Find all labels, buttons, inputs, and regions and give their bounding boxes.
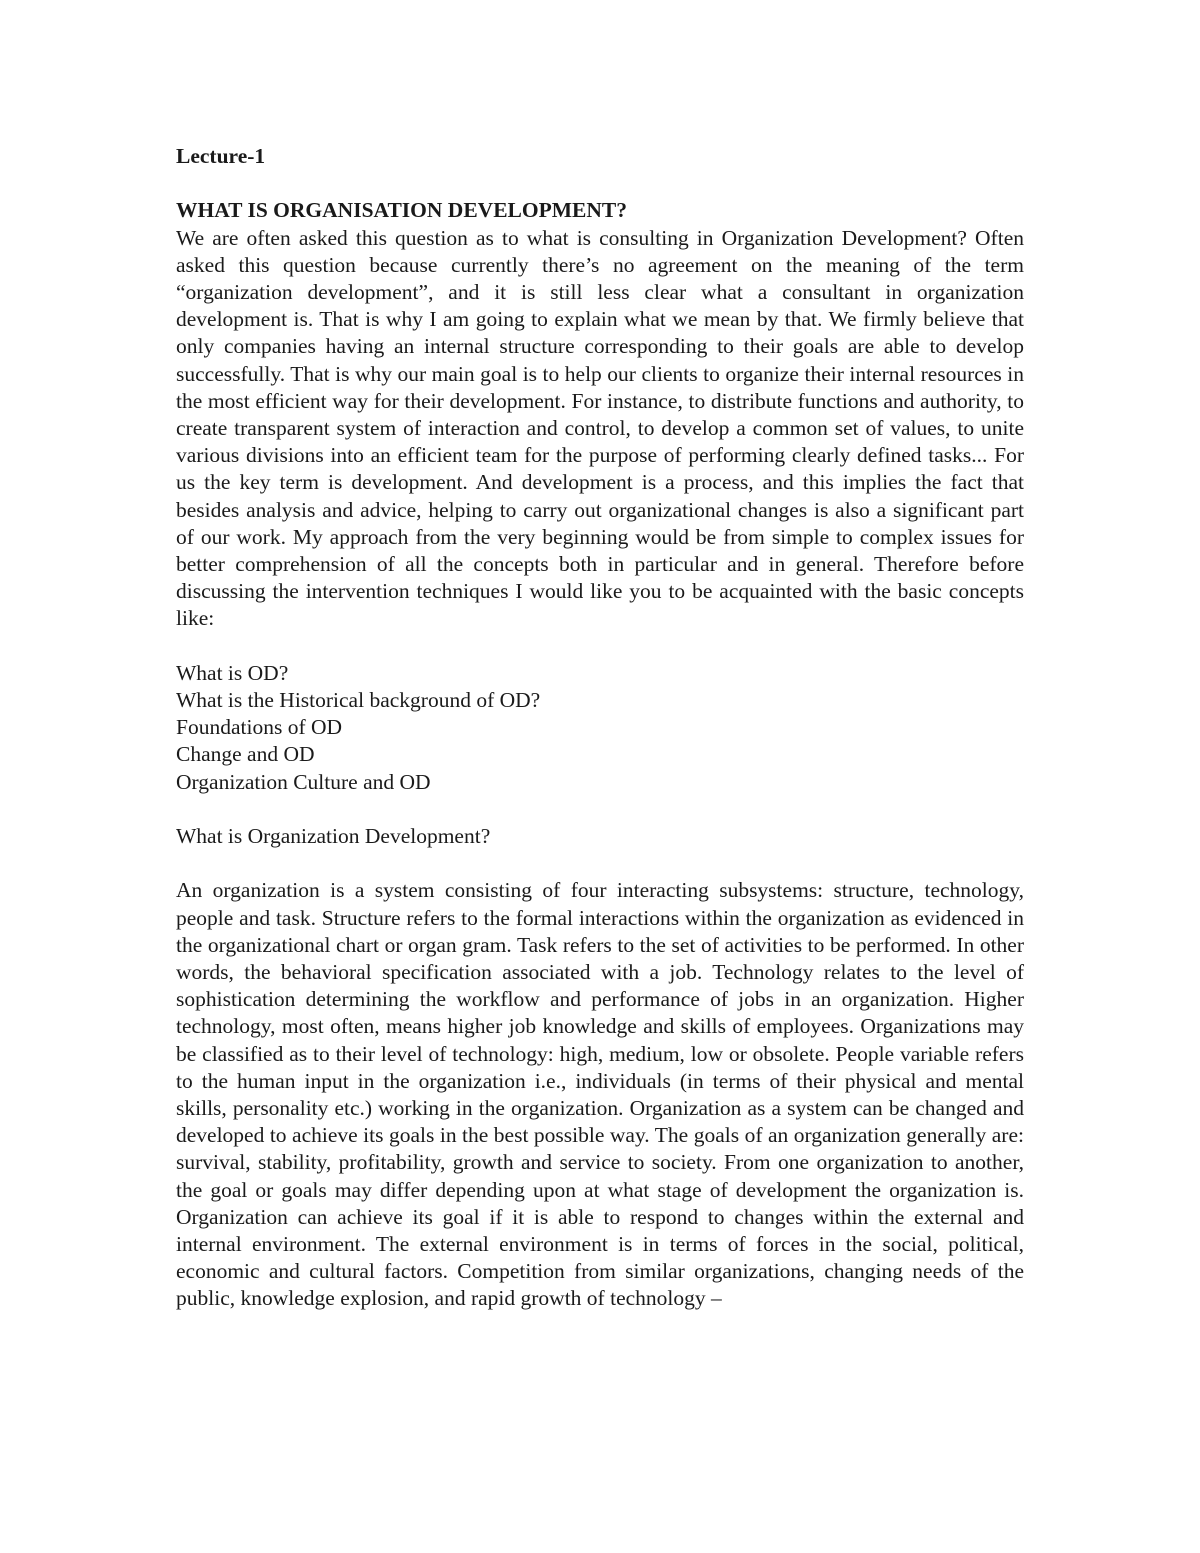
subheading: What is Organization Development? [176, 824, 491, 849]
topic-list [176, 660, 1024, 796]
topic-item: Change and OD [176, 742, 315, 767]
topic-item: Organization Culture and OD [176, 769, 431, 794]
intro-paragraph: We are often asked this question as to what is consulting in Organization Development? Often asked this question because currently there’s no agreement on the meaning of the term “organization development”, and it is still less clear what a consultant in organization development is. That is why I am going to explain what we mean by that. We firmly believe that only companies having an internal structure corresponding to their goals are able to develop successfully. That is why our main goal is to help our clients to organize their internal resources in the most efficient way for their development. For instance, to distribute functions and authority, to create transparent system of interaction and control, to develop a common set of values, to unite various divisions into an efficient team for the purpose of performing clearly defined tasks... For us the key term is development. And development is a process, and this implies the fact that besides analysis and advice, helping to carry out organizational changes is also a significant part of our work. My approach from the very beginning would be from simple to complex issues for better comprehension of all the concepts both in particular and in general. Therefore before discussing the intervention techniques I would like you to be acquainted with the basic concepts like: [176, 225, 1024, 631]
section-heading: WHAT IS ORGANISATION DEVELOPMENT? [176, 198, 627, 223]
topic-item: What is OD? [176, 660, 289, 685]
document-content [176, 143, 1024, 1313]
topic-item: What is the Historical background of OD? [176, 688, 541, 713]
body-paragraph: An organization is a system consisting of four interacting subsystems: structure, technology, people and task. Structure refers to the formal interactions within the organization as evidenced in the organizational chart or organ gram. Task refers to the set of activities to be performed. In other words, the behavioral specification associated with a job. Technology relates to the level of sophistication determining the workflow and performance of jobs in an organization. Higher technology, most often, means higher job knowledge and skills of employees. Organizations may be classified as to their level of technology: high, medium, low or obsolete. People variable refers to the human input in the organization i.e., individuals (in terms of their physical and mental skills, personality etc.) working in the organization. Organization as a system can be changed and developed to achieve its goals in the best possible way. The goals of an organization generally are: survival, stability, profitability, growth and service to society. From one organization to another, the goal or goals may differ depending upon at what stage of development the organization is. Organization can achieve its goal if it is able to respond to changes within the external and internal environment. The external environment is in terms of forces in the social, political, economic and cultural factors. Competition from similar organizations, changing needs of the public, knowledge explosion, and rapid growth of technology – [176, 878, 1024, 1311]
topic-item: Foundations of OD [176, 715, 343, 740]
lecture-title: Lecture-1 [176, 144, 266, 168]
